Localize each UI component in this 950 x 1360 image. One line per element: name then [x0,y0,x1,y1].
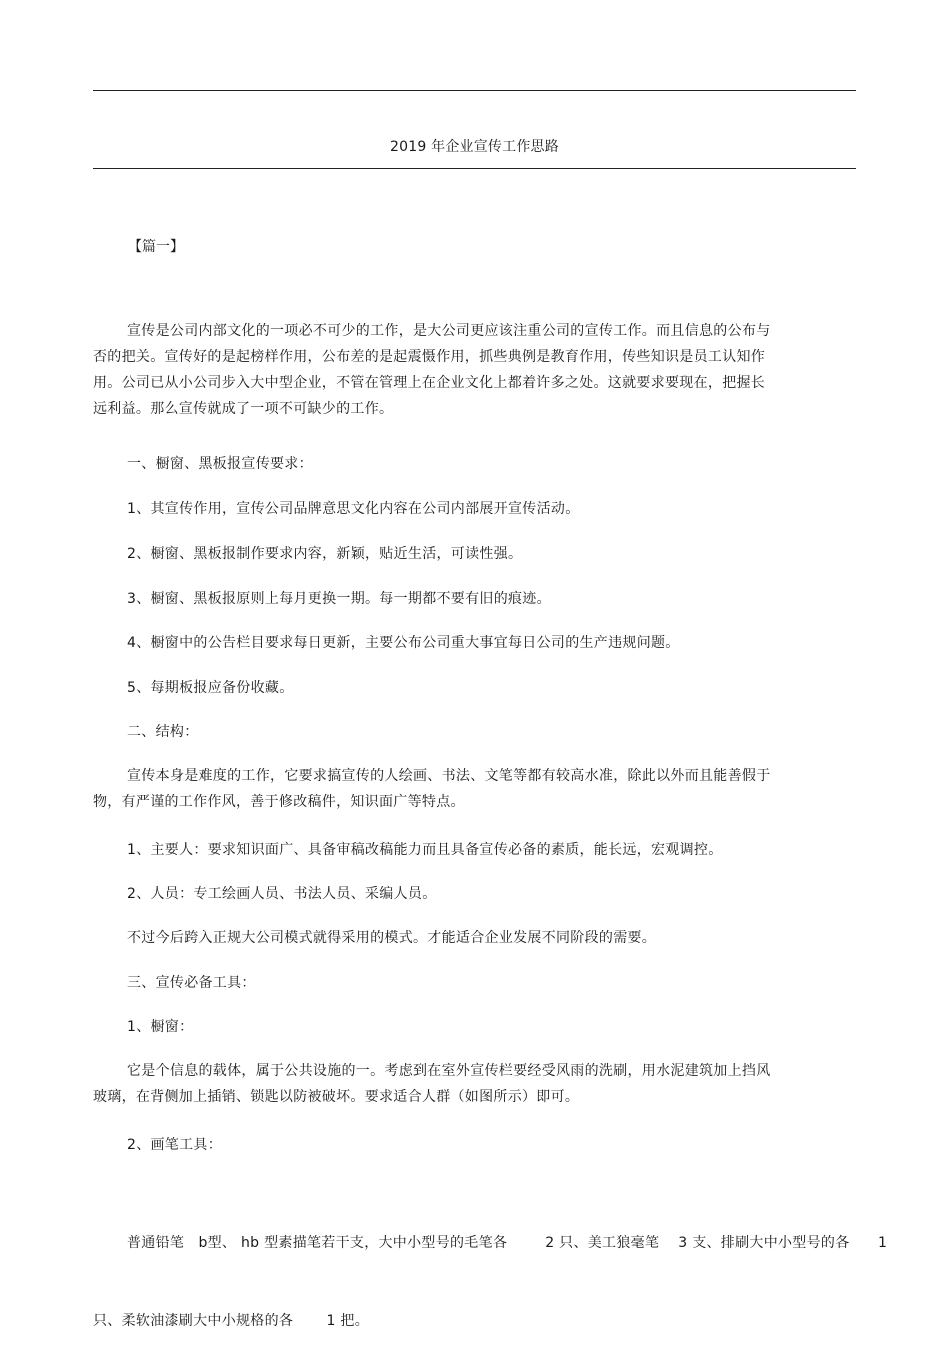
paragraph-line: 否的把关。宣传好的是起榜样作用，公布差的是起震慑作用，抓些典例是教育作用，传些知识是员工认知作 [93,349,766,365]
list-item: 5、每期板报应备份收藏。 [127,680,294,696]
paragraph-line: 它是个信息的载体，属于公共设施的一。考虑到在室外宣传栏要经受风雨的洗刷，用水泥建筑加上挡风 [127,1063,771,1079]
list-item: 1、橱窗： [127,1019,194,1035]
section-label: 【篇一】 [128,239,184,255]
paragraph: 不过今后跨入正规大公司模式就得采用的模式。才能适合企业发展不同阶段的需要。 [127,930,657,946]
paragraph-window [93,1058,771,1110]
list-item: 1、主要人：要求知识面广、具备审稿改稿能力而且具备宣传必备的素质，能长远，宏观调控。 [127,842,723,858]
paragraph-line: 宣传是公司内部文化的一项必不可少的工作，是大公司更应该注重公司的宣传工作。而且信息的公布与 [127,323,771,339]
document-title: 2019 年企业宣传工作思路 [390,139,559,155]
paragraph-line: 玻璃，在背侧加上插销、锁匙以防被破坏。要求适合人群（如图所示）即可。 [93,1089,580,1105]
list-item: 2、橱窗、黑板报制作要求内容，新颖，贴近生活，可读性强。 [127,546,523,562]
list-item: 2、人员：专工绘画人员、书法人员、采编人员。 [127,886,437,902]
list-item: 3、橱窗、黑板报原则上每月更换一期。每一期都不要有旧的痕迹。 [127,591,551,607]
paragraph-line: 普通铅笔 b型、 hb 型素描笔若干支，大中小型号的毛笔各 2 只、美工狼毫笔 3 支、排刷大中小型号的各 1 [127,1235,888,1251]
paragraph-line: 用。公司已从小公司步入大中型企业，不管在管理上在企业文化上都着许多之处。这就要求要现在，把握长 [93,375,766,391]
paragraph-intro [93,318,771,422]
heading-3: 三、宣传必备工具： [127,975,256,991]
paragraph-tools [93,1178,887,1360]
list-item: 2、画笔工具： [127,1137,223,1153]
paragraph-line: 物，有严谨的工作作风，善于修改稿件，知识面广等特点。 [93,794,465,810]
paragraph-line: 远利益。那么宣传就成了一项不可缺少的工作。 [93,401,394,417]
header-bottom-rule [93,168,856,169]
list-item: 4、橱窗中的公告栏目要求每日更新，主要公布公司重大事宜每日公司的生产违规问题。 [127,635,680,651]
paragraph-structure [93,763,771,815]
paragraph-line: 只、柔软油漆刷大中小规格的各 1 把。 [93,1313,370,1329]
heading-2: 二、结构： [127,724,199,740]
list-item: 1、其宣传作用，宣传公司品牌意思文化内容在公司内部展开宣传活动。 [127,501,580,517]
paragraph-line: 宣传本身是难度的工作，它要求搞宣传的人绘画、书法、文笔等都有较高水准，除此以外而且能善假于 [127,768,771,784]
heading-1: 一、橱窗、黑板报宣传要求： [127,456,313,472]
header-top-rule [93,90,856,91]
